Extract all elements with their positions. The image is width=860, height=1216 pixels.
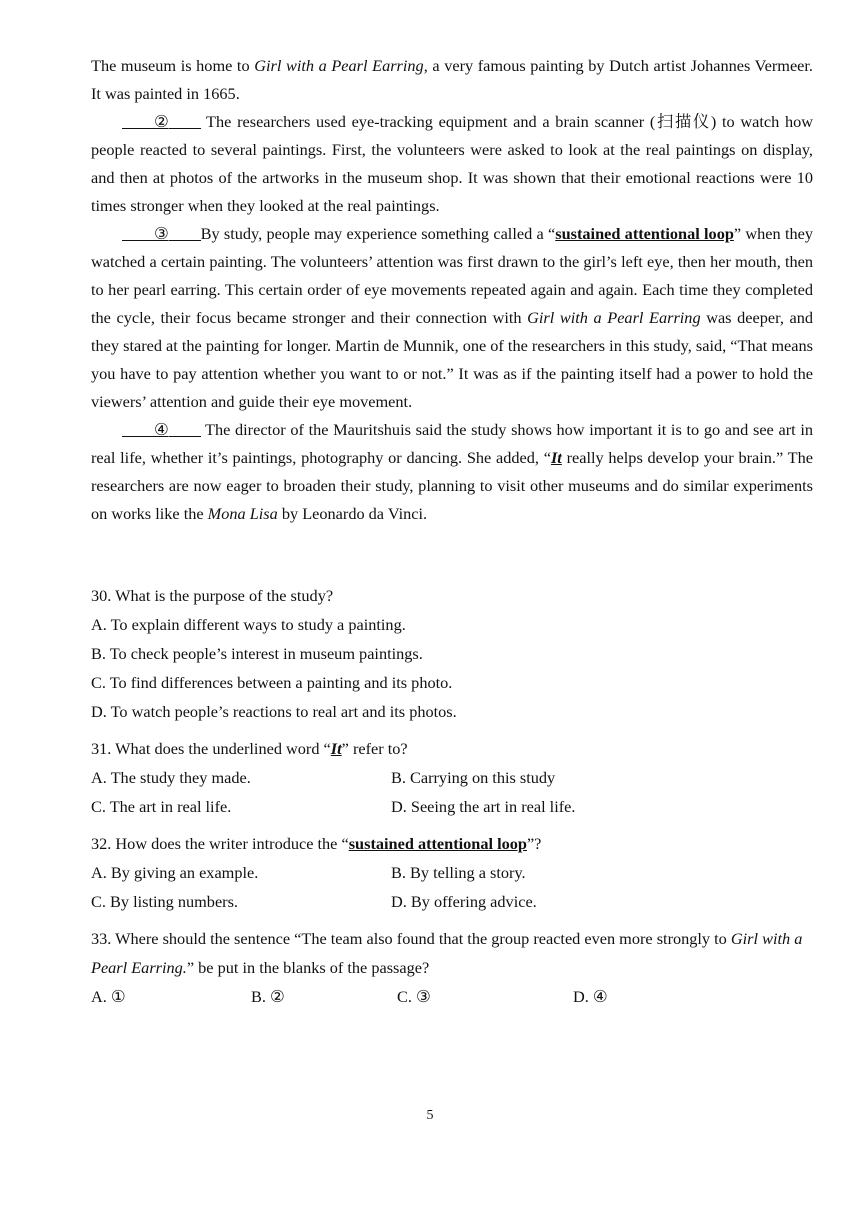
- painting-title: Mona Lisa: [207, 504, 278, 523]
- option-c: C. By listing numbers.: [91, 892, 238, 911]
- painting-title: Girl with a Pearl Earring: [527, 308, 701, 327]
- option-a: A. By giving an example.: [91, 863, 259, 882]
- blank-4: ④: [122, 416, 201, 444]
- paragraph-1: [91, 52, 813, 108]
- paragraph-text: By study, people may experience something called a “: [200, 224, 556, 243]
- option-b: B. Carrying on this study: [391, 768, 556, 787]
- option-c: C. The art in real life.: [91, 797, 232, 816]
- paragraph-text: The researchers used eye-tracking equipment and a brain scanner (扫描仪) to watch how people reacted to several paintings. First, the volunteers were asked to look at the real paintings on display, and then at photos of the artworks in the museum shop. It was shown that their emotional reactions were 10 times stronger when they looked at the real paintings.: [91, 112, 813, 215]
- underlined-term: sustained attentional loop: [555, 224, 734, 243]
- option-a: A. The study they made.: [91, 768, 251, 787]
- option-d: D. By offering advice.: [391, 892, 537, 911]
- option-a: A. To explain different ways to study a painting.: [91, 615, 406, 634]
- option-c: C. To find differences between a painting and its photo.: [91, 673, 453, 692]
- paragraph-text: ” when they watched a certain painting. The volunteers’ attention was first drawn to the girl’s left eye, then her mouth, then to her pearl earring. This certain order of eye movements repeated again and again. Each time they completed the cycle, their focus became stronger and their connection with: [91, 224, 813, 327]
- underlined-term: sustained attentional loop: [348, 834, 527, 853]
- question-31: [91, 734, 813, 821]
- paragraph-text: The director of the Mauritshuis said the study shows how important it is to go and see art in real life, whether it’s paintings, photography or dancing. She added, “: [91, 420, 813, 467]
- question-32: [91, 829, 813, 916]
- question-33: [91, 924, 813, 1011]
- question-stem: 31. What does the underlined word “It” refer to?: [91, 739, 408, 758]
- paragraph-text: by Leonardo da Vinci.: [277, 504, 428, 523]
- paragraph-text: really helps develop your brain.” The researchers are now eager to broaden their study, planning to visit other museums and do similar experiments on works like the: [91, 448, 813, 523]
- question-stem: 30. What is the purpose of the study?: [91, 586, 334, 605]
- option-b: B. To check people’s interest in museum paintings.: [91, 644, 423, 663]
- question-stem: 33. Where should the sentence “The team also found that the group reacted even more strongly to Girl with a Pearl Earring.” be put in the blanks of the passage?: [91, 929, 803, 977]
- option-d: D. Seeing the art in real life.: [391, 797, 576, 816]
- paragraph-text: The museum is home to: [91, 56, 255, 75]
- painting-title: Girl with a Pearl Earring: [254, 56, 424, 75]
- underlined-word: It: [550, 448, 562, 467]
- painting-title: Girl with a Pearl Earring.: [91, 929, 803, 977]
- paragraph-2: [91, 108, 813, 220]
- option-d: D. ④: [573, 987, 608, 1006]
- underlined-word: It: [330, 739, 342, 758]
- blank-3: ③: [122, 220, 201, 248]
- option-b: B. ②: [251, 987, 285, 1006]
- option-d: D. To watch people’s reactions to real art and its photos.: [91, 702, 457, 721]
- blank-2: ②: [122, 108, 201, 136]
- question-30: [91, 581, 813, 726]
- paragraph-text: , a very famous painting by Dutch artist Johannes Vermeer. It was painted in 1665.: [91, 56, 813, 103]
- reading-passage: [91, 52, 813, 528]
- paragraph-text: was deeper, and they stared at the painting for longer. Martin de Munnik, one of the researchers in this study, said, “That means you have to pay attention whether you want to or not.” It was as if the painting itself had a power to hold the viewers’ attention and guide their eye movement.: [91, 308, 814, 411]
- option-b: B. By telling a story.: [391, 863, 526, 882]
- paragraph-3: [91, 220, 813, 416]
- question-stem: 32. How does the writer introduce the “sustained attentional loop”?: [91, 834, 542, 853]
- page-number: 5: [426, 1108, 434, 1123]
- option-c: C. ③: [397, 987, 431, 1006]
- paragraph-4: [91, 416, 813, 528]
- question-list: [91, 581, 813, 1019]
- option-a: A. ①: [91, 987, 126, 1006]
